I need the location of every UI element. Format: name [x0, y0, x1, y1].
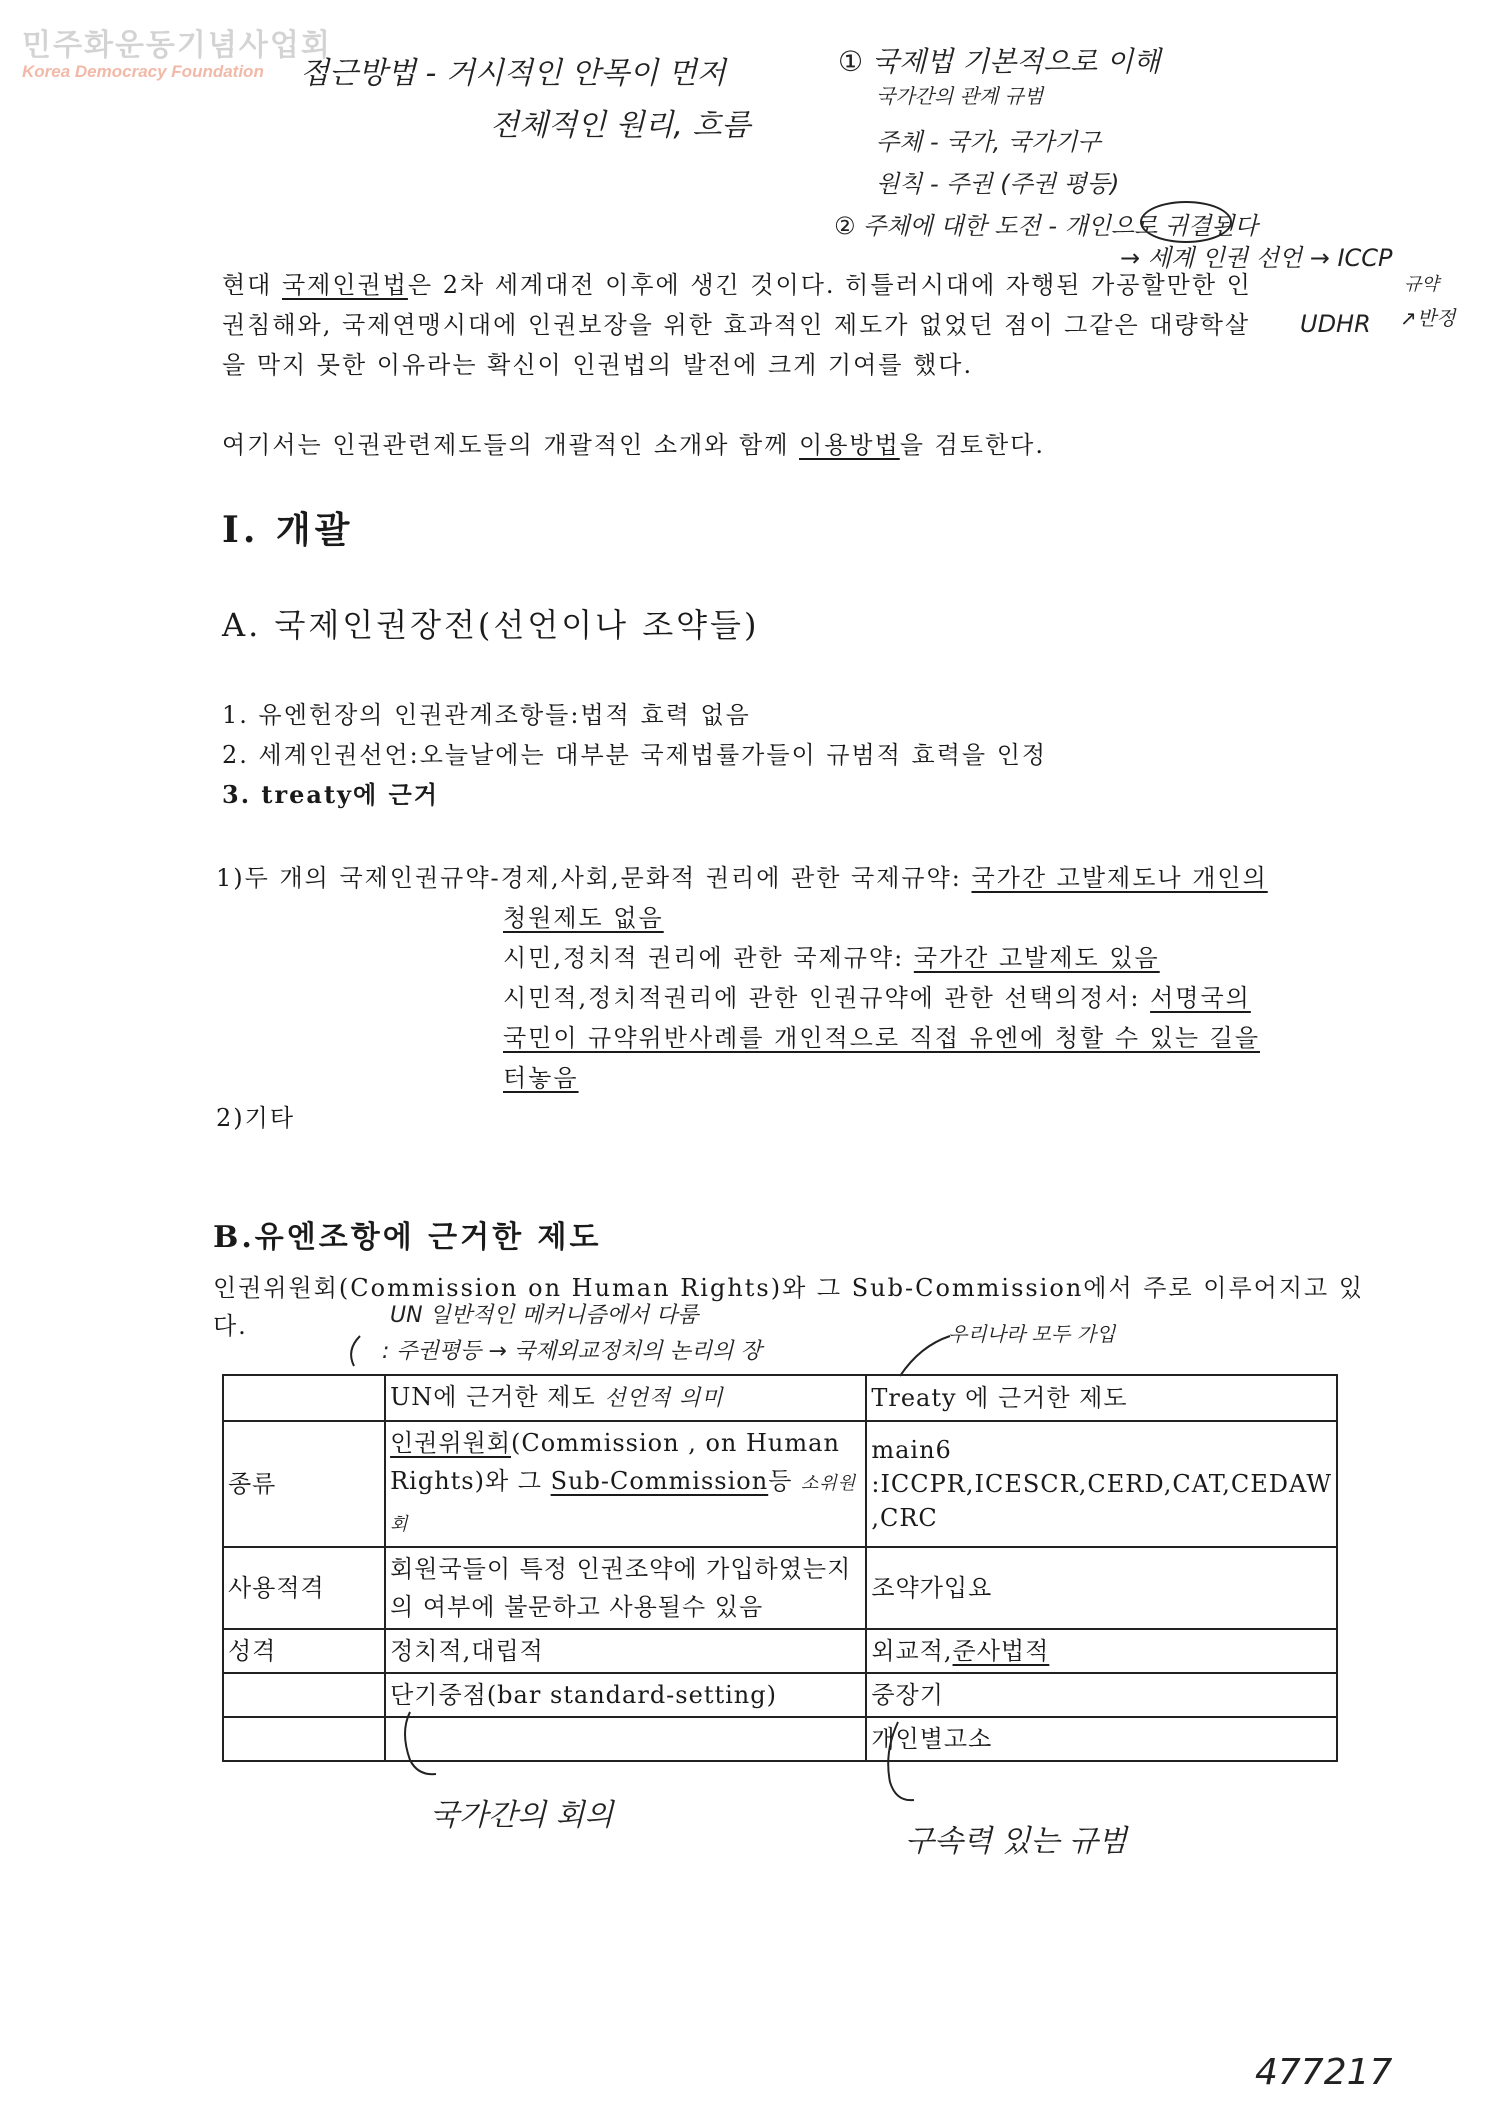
table-header-un: UN에 근거한 제도 선언적 의미 — [385, 1375, 866, 1421]
annotation-udhr: UDHR — [1300, 310, 1371, 338]
intro-line-1: 현대 국제인권법은 2차 세계대전 이후에 생긴 것이다. 히틀러시대에 자행된 가공할만한 인 — [222, 271, 1252, 299]
section-b-title: B.유엔조항에 근거한 제도 — [213, 1220, 602, 1255]
annotation-principle: 전체적인 원리, 흐름 — [490, 108, 751, 143]
annotation-principle-sovereignty: 원칙 - 주권 (주권 평등) — [876, 170, 1120, 198]
row-nature-un: 정치적,대립적 — [385, 1629, 866, 1673]
intro-line-4: 여기서는 인권관련제도들의 개괄적인 소개와 함께 이용방법을 검토한다. — [222, 431, 1045, 459]
annotation-subject: 주체 - 국가, 국가기구 — [876, 128, 1101, 156]
section-a-title: A. 국제인권장전(선언이나 조약들) — [222, 606, 760, 644]
row-nature-treaty: 외교적,준사법적 — [866, 1629, 1337, 1673]
table-header-treaty: Treaty 에 근거한 제도 — [866, 1375, 1337, 1421]
annotation-sovereign-equality: : 주권평등 → 국제외교정치의 논리의 장 — [382, 1339, 762, 1364]
bracket-stroke-right — [888, 1722, 914, 1800]
annotation-binding-norm: 구속력 있는 규범 — [905, 1824, 1127, 1859]
row-complaint-treaty: 개인별고소 — [866, 1717, 1337, 1761]
watermark-english: Korea Democracy Foundation — [22, 62, 264, 81]
row-term-un: 단기중점(bar standard-setting) — [385, 1673, 866, 1717]
bracket-stroke-note — [351, 1336, 360, 1366]
row-type-treaty: main6 :ICCPR,ICESCR,CERD,CAT,CEDAW ,CRC — [866, 1421, 1337, 1547]
arrow-stroke-note — [900, 1336, 950, 1376]
annotation-approach: 접근방법 - 거시적인 안목이 먼저 — [300, 56, 726, 91]
bracket-stroke-left — [405, 1712, 436, 1774]
intro-line-2: 권침해와, 국제연맹시대에 인권보장을 위한 효과적인 제도가 없었던 점이 그같은 대량학살 — [222, 311, 1251, 339]
annotation-korea-joined: 우리나라 모두 가입 — [948, 1322, 1116, 1346]
watermark-korean: 민주화운동기념사업회 — [22, 28, 332, 63]
row-eligibility-un: 회원국들이 특정 인권조약에 가입하였는지의 여부에 불문하고 사용될수 있음 — [385, 1547, 866, 1629]
sub-item-1c: 시민적,정치적권리에 관한 인권규약에 관한 선택의정서: 서명국의 — [503, 984, 1251, 1012]
annotation-norms: 국가간의 관계 규범 — [876, 84, 1044, 108]
sub-item-1b: 시민,정치적 권리에 관한 국제규약: 국가간 고발제도 있음 — [503, 944, 1160, 972]
row-label-nature: 성격 — [223, 1629, 385, 1673]
annotation-un-mechanism: UN 일반적인 메커니즘에서 다룸 — [390, 1303, 699, 1328]
list-item-2: 2. 세계인권선언:오늘날에는 대부분 국제법률가들이 규범적 효력을 인정 — [222, 741, 1048, 769]
row-type-un: 인권위원회(Commission , on Human Rights)와 그 Sub-Commission등 소위원회 — [385, 1421, 866, 1547]
row-label-type: 종류 — [223, 1421, 385, 1547]
annotation-intl-law: ① 국제법 기본적으로 이해 — [838, 45, 1161, 78]
annotation-interstate-meeting: 국가간의 회의 — [430, 1798, 614, 1833]
sub-item-1-cont: 청원제도 없음 — [503, 904, 664, 932]
section-b-para: 인권위원회(Commission on Human Rights)와 그 Sub-Commission에서 주로 이루어지고 있 — [213, 1274, 1365, 1302]
annotation-udhr-arrow: → 세계 인권 선언 → ICCP — [1120, 244, 1393, 272]
sub-item-1c-cont1: 국민이 규약위반사례를 개인적으로 직접 유엔에 청할 수 있는 길을 — [503, 1024, 1260, 1052]
annotation-challenge: ② 주체에 대한 도전 - 개인으로 귀결된다 — [834, 212, 1258, 240]
sub-item-1: 1)두 개의 국제인권규약-경제,사회,문화적 권리에 관한 국제규약: 국가간 고발제도나 개인의 — [216, 864, 1268, 892]
row-term-treaty: 중장기 — [866, 1673, 1337, 1717]
list-item-1: 1. 유엔헌장의 인권관계조항들:법적 효력 없음 — [222, 701, 751, 729]
sub-item-1c-cont2: 터놓음 — [503, 1064, 579, 1092]
row-eligibility-treaty: 조약가입요 — [866, 1547, 1337, 1629]
list-item-3: 3. treaty에 근거 — [222, 780, 439, 809]
intro-line-3: 을 막지 못한 이유라는 확신이 인권법의 발전에 크게 기여를 했다. — [222, 351, 974, 379]
row-label-eligibility: 사용적격 — [223, 1547, 385, 1629]
section-b-para-2: 다. — [213, 1312, 248, 1340]
annotation-covenant: 규약 — [1404, 274, 1439, 295]
annotation-opposite: ↗반정 — [1400, 306, 1456, 330]
sub-item-2: 2)기타 — [216, 1104, 296, 1132]
page-number: 477217 — [1255, 2052, 1393, 2093]
section-1-title: I. 개괄 — [222, 509, 354, 551]
